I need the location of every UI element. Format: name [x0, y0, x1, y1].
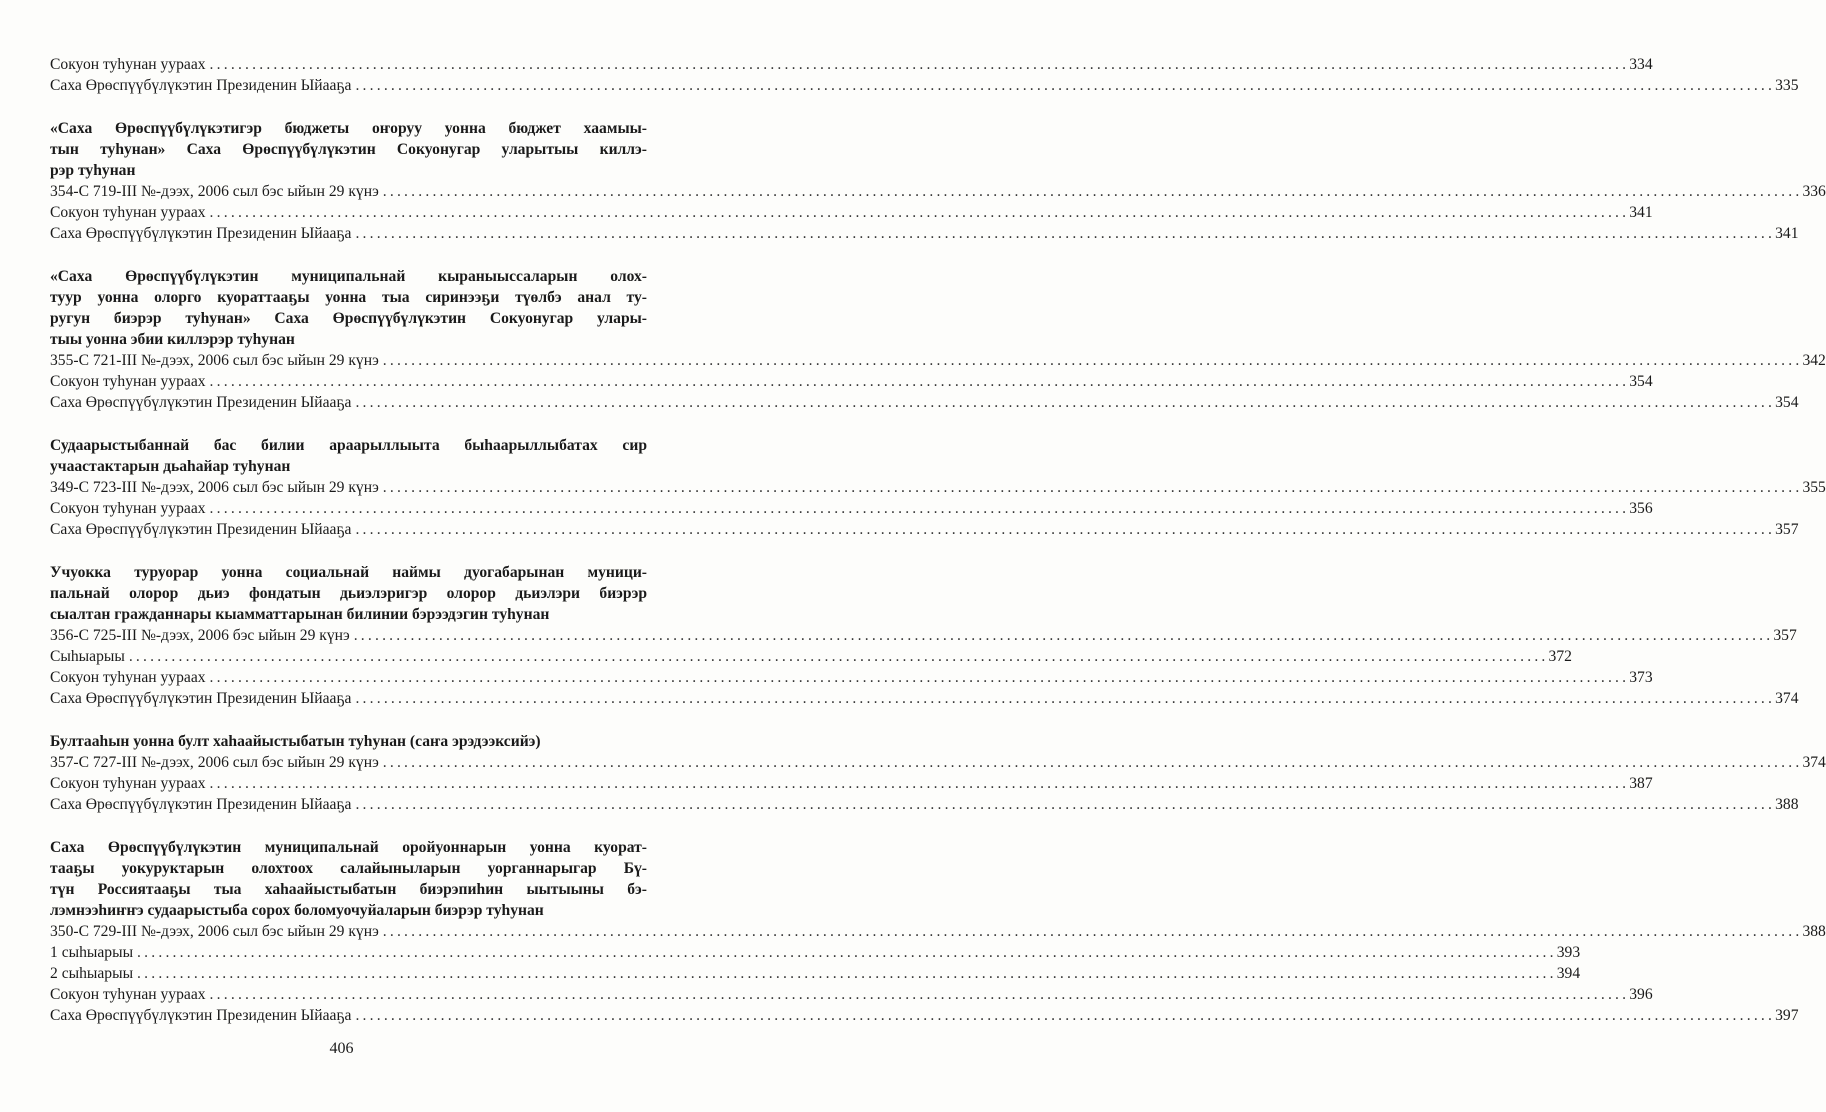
toc-section [50, 118, 1826, 244]
toc-entry-label: Саха Өрөспүүбүлүкэтин Президенин Ыйааҕа [50, 225, 352, 242]
section-title-line: сыалтан гражданнары кыамматтарынан билинии бэрээдэгин туһунан [50, 606, 550, 623]
toc-entry [50, 646, 1572, 667]
toc-entry [50, 942, 1581, 963]
section-title-line: учаастактарын дьаһайар туһунан [50, 458, 291, 475]
section-title-line: ругун биэрэр туһунан» Саха Өрөспүүбүлүкэтин Сокуонугар улары- [50, 310, 647, 327]
toc-entry-label: 2 сыһыарыы [50, 965, 134, 982]
dot-leader: ........................................................................................................................................................................................................ [209, 669, 1630, 686]
toc-entry-page: 372 [1548, 648, 1572, 665]
toc-entry-label: 355-С 721-III №-дээх, 2006 сыл бэс ыйын 29 күнэ [50, 352, 379, 369]
dot-leader: ........................................................................................................................................................................................................ [355, 796, 1776, 813]
toc-entry-page: 354 [1629, 373, 1653, 390]
toc-entry-page: 387 [1629, 775, 1653, 792]
toc-section [50, 731, 1826, 815]
section-title-line: Бултааһын уонна булт хаһаайыстыбатын туһунан (саҥа эрэдээксийэ) [50, 733, 541, 750]
section-title-line: рэр туһунан [50, 162, 136, 179]
toc-entry [50, 54, 1653, 75]
toc-section [50, 266, 1826, 413]
section-title-line: «Саха Өрөспүүбүлүкэтин муниципальнай кыраныыссаларын олох- [50, 268, 647, 285]
toc-entry [50, 477, 1826, 498]
toc-entry-label: 350-С 729-III №-дээх, 2006 сыл бэс ыйын 29 күнэ [50, 923, 379, 940]
toc-entry [50, 984, 1653, 1005]
toc-entry-page: 335 [1775, 77, 1799, 94]
toc-entry-page: 388 [1775, 796, 1799, 813]
toc-entry [50, 350, 1826, 371]
toc-section [50, 837, 1826, 1026]
dot-leader: ........................................................................................................................................................................................................ [128, 648, 1549, 665]
toc-entry-page: 397 [1775, 1007, 1799, 1024]
section-title-line: түн Россиятааҕы тыа хаһаайыстыбатын биэрэпиһин ыытыыны бэ- [50, 881, 647, 898]
toc-entry-label: Саха Өрөспүүбүлүкэтин Президенин Ыйааҕа [50, 521, 352, 538]
toc-entry-page: 341 [1775, 225, 1799, 242]
dot-leader: ........................................................................................................................................................................................................ [382, 754, 1803, 771]
toc-entry-page: 342 [1802, 352, 1826, 369]
dot-leader: ........................................................................................................................................................................................................ [209, 56, 1630, 73]
toc-entry [50, 688, 1799, 709]
toc-entry-page: 374 [1802, 754, 1826, 771]
toc-entry-page: 355 [1802, 479, 1826, 496]
toc-entry-label: Саха Өрөспүүбүлүкэтин Президенин Ыйааҕа [50, 690, 352, 707]
section-title-line: «Саха Өрөспүүбүлүкэтигэр бюджеты оҥоруу уонна бюджет хаамыы- [50, 120, 647, 137]
dot-leader: ........................................................................................................................................................................................................ [355, 690, 1776, 707]
toc-entry-label: Сокуон туһунан уураах [50, 775, 206, 792]
toc-entry-page: 388 [1802, 923, 1826, 940]
toc-entry [50, 223, 1799, 244]
toc-entry [50, 1005, 1799, 1026]
toc-entry [50, 371, 1653, 392]
section-title-line: тааҕы уокуруктарын олохтоох салайыныларын уорганнарыгар Бү- [50, 860, 647, 877]
dot-leader: ........................................................................................................................................................................................................ [382, 479, 1803, 496]
section-title-line: Саха Өрөспүүбүлүкэтин муниципальнай оройуоннарын уонна куорат- [50, 839, 647, 856]
toc-entry-label: 349-С 723-III №-дээх, 2006 сыл бэс ыйын 29 күнэ [50, 479, 379, 496]
section-title-line: пальнай олорор дьиэ фондатын дьиэлэригэр олорор дьиэлэри биэрэр [50, 585, 647, 602]
section-title-line: тыы уонна эбии киллэрэр туһунан [50, 331, 295, 348]
toc-entry [50, 202, 1653, 223]
section-title-line: Судаарыстыбаннай бас билии араарыллыыта быһаарыллыбатах сир [50, 437, 647, 454]
section-title-line: Учуокка туруорар уонна социальнай наймы дуогабарынан муници- [50, 564, 647, 581]
toc-entry-label: Саха Өрөспүүбүлүкэтин Президенин Ыйааҕа [50, 77, 352, 94]
toc-entry-label: Сокуон туһунан уураах [50, 373, 206, 390]
toc-entry-label: Сокуон туһунан уураах [50, 56, 206, 73]
toc-entry [50, 392, 1799, 413]
dot-leader: ........................................................................................................................................................................................................ [209, 373, 1630, 390]
toc-entry-page: 357 [1775, 521, 1799, 538]
toc-entry [50, 752, 1826, 773]
toc-entry [50, 667, 1653, 688]
table-of-contents [50, 54, 1826, 1048]
toc-entry-page: 356 [1629, 500, 1653, 517]
toc-entry-label: 357-С 727-III №-дээх, 2006 сыл бэс ыйын 29 күнэ [50, 754, 379, 771]
dot-leader: ........................................................................................................................................................................................................ [355, 521, 1776, 538]
toc-entry [50, 773, 1653, 794]
toc-entry-label: Саха Өрөспүүбүлүкэтин Президенин Ыйааҕа [50, 394, 352, 411]
toc-entry-label: Сыһыарыы [50, 648, 125, 665]
toc-entry-label: Сокуон туһунан уураах [50, 986, 206, 1003]
dot-leader: ........................................................................................................................................................................................................ [382, 923, 1803, 940]
toc-entry [50, 921, 1826, 942]
dot-leader: ........................................................................................................................................................................................................ [353, 627, 1774, 644]
dot-leader: ........................................................................................................................................................................................................ [137, 965, 1557, 982]
dot-leader: ........................................................................................................................................................................................................ [137, 944, 1557, 961]
toc-entry-label: Сокуон туһунан уураах [50, 204, 206, 221]
dot-leader: ........................................................................................................................................................................................................ [209, 986, 1630, 1003]
toc-entry [50, 498, 1653, 519]
toc-entry-page: 394 [1556, 965, 1581, 982]
toc-entry-label: 356-С 725-III №-дээх, 2006 бэс ыйын 29 күнэ [50, 627, 350, 644]
toc-entry-page: 334 [1629, 56, 1653, 73]
dot-leader: ........................................................................................................................................................................................................ [355, 394, 1776, 411]
dot-leader: ........................................................................................................................................................................................................ [209, 204, 1630, 221]
toc-entry [50, 75, 1799, 96]
toc-entry-page: 336 [1802, 183, 1826, 200]
toc-section [50, 54, 1799, 96]
section-title-line: туур уонна олорго куораттааҕы уонна тыа сиринээҕи түөлбэ анал ту- [50, 289, 647, 306]
dot-leader: ........................................................................................................................................................................................................ [355, 77, 1776, 94]
dot-leader: ........................................................................................................................................................................................................ [355, 1007, 1776, 1024]
toc-entry-page: 396 [1629, 986, 1653, 1003]
toc-entry [50, 181, 1826, 202]
page-number: 406 [329, 1040, 354, 1057]
dot-leader: ........................................................................................................................................................................................................ [209, 500, 1630, 517]
section-title-line: тын туһунан» Саха Өрөспүүбүлүкэтин Сокуонугар уларытыы киллэ- [50, 141, 647, 158]
toc-entry [50, 794, 1799, 815]
toc-entry-page: 373 [1629, 669, 1653, 686]
section-title-line: лэмнээһиҥҥэ судаарыстыба сорох боломуочуйаларын биэрэр туһунан [50, 902, 544, 919]
toc-entry-page: 341 [1629, 204, 1653, 221]
dot-leader: ........................................................................................................................................................................................................ [382, 352, 1803, 369]
toc-entry-label: Саха Өрөспүүбүлүкэтин Президенин Ыйааҕа [50, 1007, 352, 1024]
toc-entry-page: 357 [1773, 627, 1797, 644]
toc-entry [50, 519, 1799, 540]
toc-entry-label: 1 сыһыарыы [50, 944, 134, 961]
toc-entry-page: 393 [1556, 944, 1581, 961]
dot-leader: ........................................................................................................................................................................................................ [382, 183, 1803, 200]
dot-leader: ........................................................................................................................................................................................................ [355, 225, 1776, 242]
toc-entry [50, 625, 1797, 646]
toc-entry-label: Сокуон туһунан уураах [50, 669, 206, 686]
toc-entry [50, 963, 1581, 984]
dot-leader: ........................................................................................................................................................................................................ [209, 775, 1630, 792]
toc-section [50, 435, 1826, 540]
toc-entry-label: Сокуон туһунан уураах [50, 500, 206, 517]
toc-section [50, 562, 1799, 709]
toc-entry-page: 354 [1775, 394, 1799, 411]
toc-entry-label: Саха Өрөспүүбүлүкэтин Президенин Ыйааҕа [50, 796, 352, 813]
toc-entry-page: 374 [1775, 690, 1799, 707]
toc-entry-label: 354-С 719-III №-дээх, 2006 сыл бэс ыйын 29 күнэ [50, 183, 379, 200]
